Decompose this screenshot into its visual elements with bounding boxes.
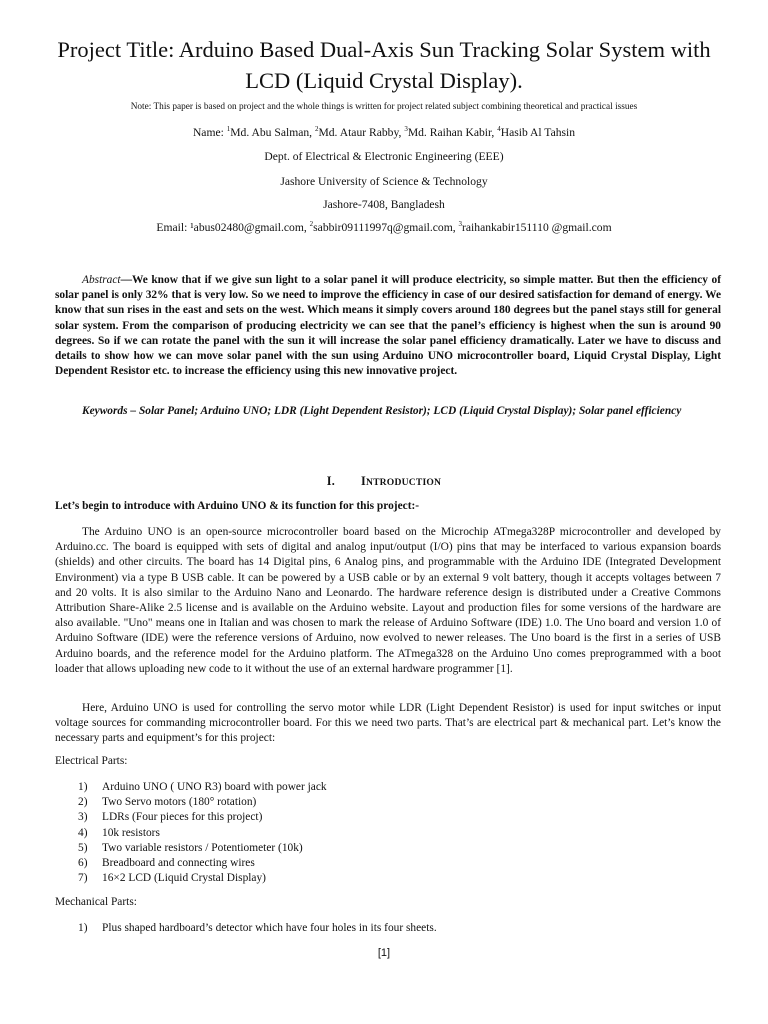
email-3: raihankabir151110 @gmail.com — [462, 221, 612, 234]
email-sup-2: 2 — [309, 220, 314, 229]
keywords: Keywords – Solar Panel; Arduino UNO; LDR (Light Dependent Resistor); LCD (Liquid Crystal Display); Solar panel efficiency — [82, 405, 682, 417]
section-heading-introduction — [0, 474, 768, 489]
list-item: 6) Breadboard and connecting wires — [78, 857, 255, 870]
abstract — [55, 273, 721, 379]
email-prefix: Email: — [156, 221, 191, 234]
author-sup-3: 3 — [404, 125, 408, 134]
email-sup-3: 3 — [458, 220, 463, 229]
list-item: 5) Two variable resistors / Potentiometer (10k) — [78, 841, 303, 854]
author-sup-2: 2 — [314, 125, 319, 134]
paragraph-arduino-uno: The Arduino UNO is an open-source microcontroller board based on the Microchip ATmega328P microcontroller and developed by Arduino.cc. The board is equipped with sets of digital and analog input/output (I/O) pins that may be interfaced to various expansion boards (shields) and other circuits. The board has 14 Digital pins, 6 Analog pins, and programmable with the Arduino IDE (Integrated Development Environment) via a type B USB cable. It can be powered by a USB cable or by an external 9 volt battery, though it accepts voltages between 7 and 20 volts. It is also similar to the Arduino Nano and Leonardo. The hardware reference design is distributed under a Creative Commons Attribution Share-Alike 2.5 license and is available on the Arduino website. Layout and production files for some versions of the hardware are also available. "Uno" means one in Italian and was chosen to mark the release of Arduino Software (IDE) 1.0. The Uno board and version 1.0 of Arduino Software (IDE) were the reference versions of Arduino, now evolved to newer releases. The Uno board is the first in a series of USB Arduino boards, and the reference model for the Arduino platform. The ATmega328 on the Arduino Uno comes preprogrammed with a boot loader that allows uploading new code to it without the use of an external hardware programmer [1]. — [55, 526, 721, 675]
electrical-parts-list — [78, 780, 327, 886]
list-item: 3) LDRs (Four pieces for this project) — [78, 811, 263, 824]
paragraph-project-usage: Here, Arduino UNO is used for controlling the servo motor while LDR (Light Dependent Resistor) is used for input switches or input voltage sources for commanding microcontroller board. For this we need two parts. That’s are electrical part & mechanical part. Let’s know the necessary parts and equipment’s for this project: — [55, 702, 721, 745]
subheading: Let’s begin to introduce with Arduino UNO & its function for this project:- — [55, 500, 420, 512]
author-3: Md. Raihan Kabir, — [407, 126, 498, 139]
address: Jashore-7408, Bangladesh — [323, 198, 445, 211]
list-item: 1) Arduino UNO ( UNO R3) board with power jack — [78, 781, 327, 793]
author-sup-1: 1 — [226, 125, 231, 134]
mechanical-parts-list — [78, 921, 437, 936]
list-item: 1) Plus shaped hardboard’s detector which have four holes in its four sheets. — [78, 922, 437, 934]
list-item: 7) 16×2 LCD (Liquid Crystal Display) — [78, 872, 266, 885]
author-prefix: Name: — [192, 126, 227, 139]
author-2: Md. Ataur Rabby, — [318, 126, 405, 139]
email-line — [20, 221, 748, 234]
list-item: 4) 10k resistors — [78, 826, 160, 839]
page-number: [1] — [377, 947, 391, 959]
email-1: ¹abus02480@gmail.com, — [190, 221, 310, 234]
department: Dept. of Electrical & Electronic Engineering (EEE) — [264, 150, 504, 163]
author-1: Md. Abu Salman, — [230, 126, 315, 139]
university: Jashore University of Science & Technology — [280, 175, 488, 188]
electrical-parts-label: Electrical Parts: — [55, 755, 128, 767]
abstract-label: Abstract — [82, 274, 121, 286]
author-sup-4: 4 — [497, 125, 501, 134]
author-line — [20, 126, 748, 139]
section-first-letter: I — [361, 474, 366, 488]
section-title-rest: NTRODUCTION — [365, 477, 442, 488]
mechanical-parts-label: Mechanical Parts: — [55, 896, 137, 908]
abstract-text: —We know that if we give sun light to a solar panel it will produce electricity, so simple matter. But then the efficiency of solar panel is only 32% that is very low. So we need to improve the efficiency in case of our desired satisfaction for demand of energy. We know that sun rises in the east and sets on the west. Which means it simply covers around 180 degrees but the panel stays still for general solar system. From the comparison of producing electricity we can see that the panel’s efficiency is highest when the sun is around 90 degrees. So if we can rotate the panel with the sun it will increase the solar panel efficiency dramatically. Later we have to discuss and details to show how we can move solar panel with the sun using Arduino UNO microcontroller board, Liquid Crystal Display, Light Dependent Resistor etc. to increase the efficiency using this new innovative project. — [55, 274, 721, 378]
section-number: I. — [326, 474, 335, 488]
list-item: 2) Two Servo motors (180° rotation) — [78, 796, 257, 809]
email-2: sabbir09111997q@gmail.com, — [313, 221, 459, 234]
author-4: Hasib Al Tahsin — [500, 126, 576, 139]
paper-title: Project Title: Arduino Based Dual-Axis Sun Tracking Solar System with LCD (Liquid Crystal Display). — [57, 37, 711, 93]
paper-note: Note: This paper is based on project and the whole things is written for project related subject combining theoretical and practical issues — [130, 102, 638, 112]
